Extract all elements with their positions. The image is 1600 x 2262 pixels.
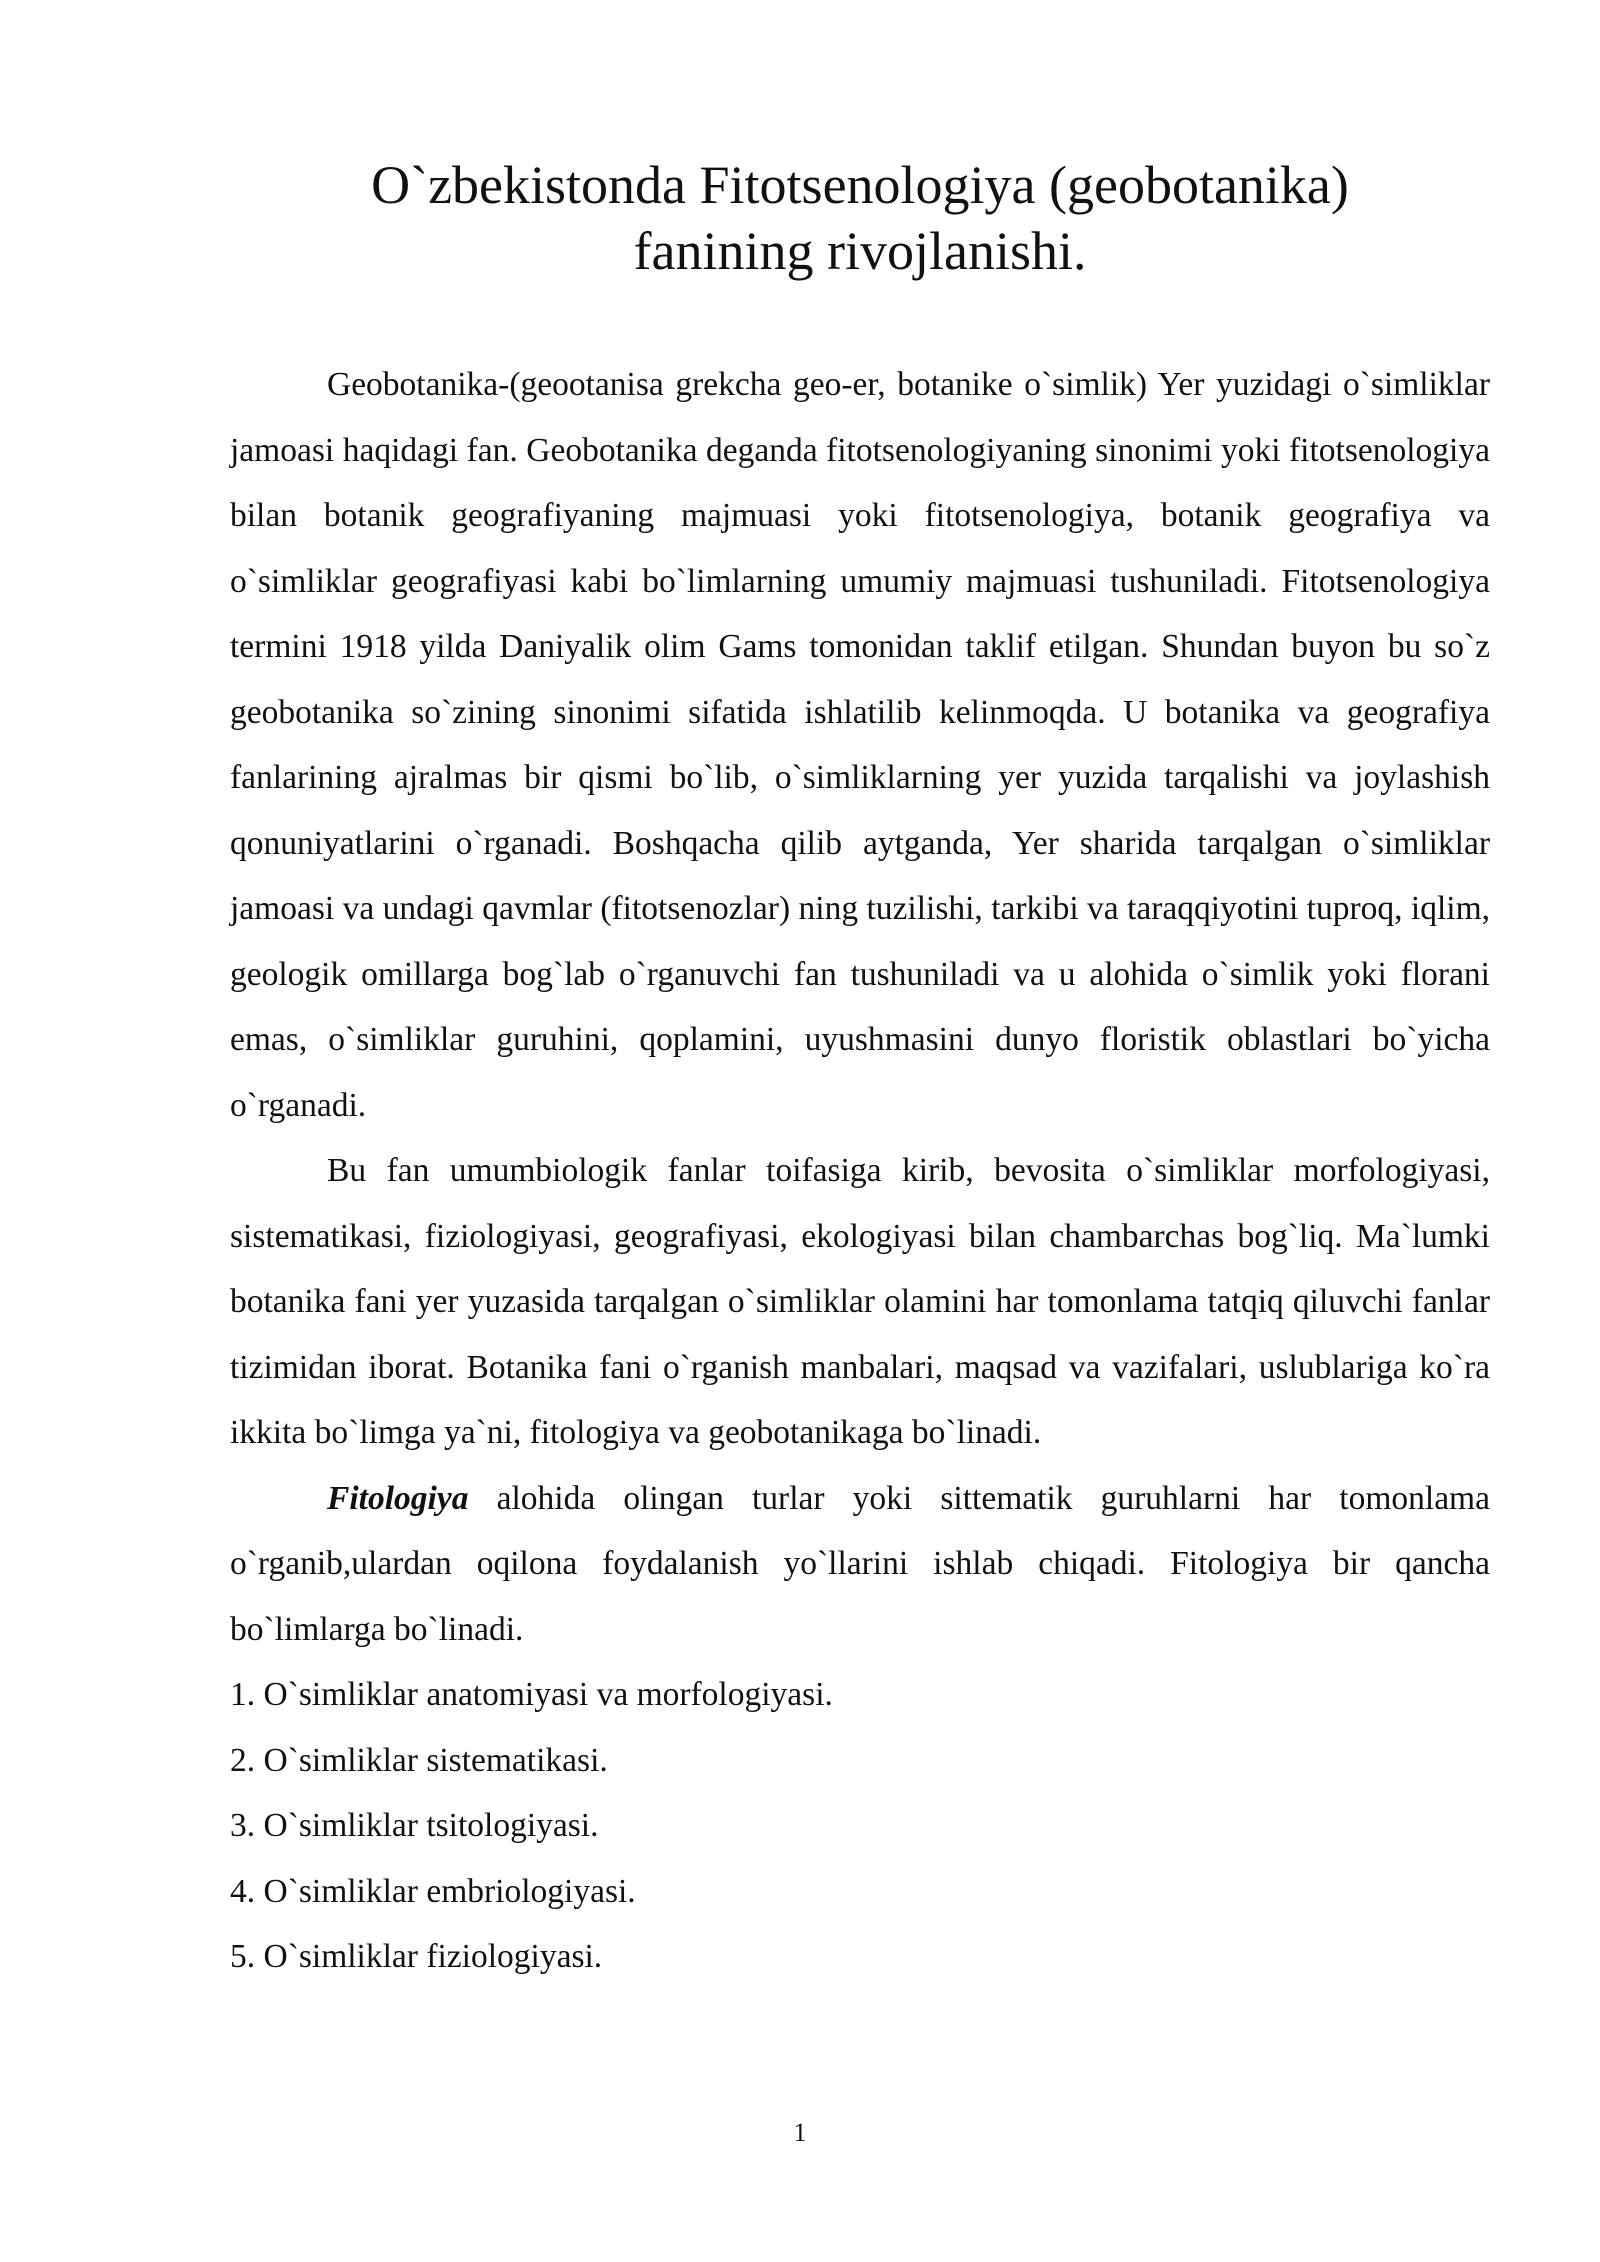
list-item: 3. O`simliklar tsitologiyasi. (230, 1807, 599, 1844)
page-number: 1 (793, 2118, 807, 2147)
paragraph-umumbiologik: Bu fan umumbiologik fanlar toifasiga kirib, bevosita o`simliklar morfologiyasi, sistematikasi, fiziologiyasi, geografiyasi, ekologiyasi bilan chambarchas bog`liq. Ma`lumki botanika fani yer yuzasida tarqalgan o`simliklar olamini har tomonlama tatqiq qiluvchi fanlar tizimidan iborat. Botanika fani o`rganish manbalari, maqsad va vazifalari, uslublariga ko`ra ikkita bo`limga ya`ni, fitologiya va geobotanikaga bo`linadi. (230, 1152, 1490, 1451)
list-item: 2. O`simliklar sistematikasi. (230, 1741, 608, 1779)
document-title (230, 152, 1490, 284)
list-item: 1. O`simliklar anatomiyasi va morfologiyasi. (230, 1676, 833, 1713)
term-fitologiya: Fitologiya (327, 1479, 469, 1517)
title-line-2: fanining rivojlanishi. (633, 221, 1087, 281)
numbered-list (230, 1662, 1490, 1990)
paragraph-geobotanika: Geobotanika-(geootanisa grekcha geo-er, botanike o`simlik) Yer yuzidagi o`simliklar jamoasi haqidagi fan. Geobotanika deganda fitotsenologiyaning sinonimi yoki fitotsenologiya bilan botanik geografiyaning majmuasi yoki fitotsenologiya, botanik geografiya va o`simliklar geografiyasi kabi bo`limlarning umumiy majmuasi tushuniladi. Fitotsenologiya termini 1918 yilda Daniyalik olim Gams tomonidan taklif etilgan. Shundan buyon bu so`z geobotanika so`zining sinonimi sifatida ishlatilib kelinmoqda. U botanika va geografiya fanlarining ajralmas bir qismi bo`lib, o`simliklarning yer yuzida tarqalishi va joylashish qonuniyatlarini o`rganadi. Boshqacha qilib aytganda, Yer sharida tarqalgan o`simliklar jamoasi va undagi qavmlar (fitotsenozlar) ning tuzilishi, tarkibi va taraqqiyotini tuproq, iqlim, geologik omillarga bog`lab o`rganuvchi fan tushuniladi va u alohida o`simlik yoki florani emas, o`simliklar guruhini, qoplamini, uyushmasini dunyo floristik oblastlari bo`yicha o`rganadi. (230, 366, 1490, 1124)
list-item: 4. O`simliklar embriologiyasi. (230, 1872, 636, 1910)
document-body (230, 352, 1490, 1990)
paragraph-fitologiya (230, 1466, 1490, 1663)
fitologiya-definition: alohida olingan turlar yoki sittematik guruhlarni har tomonlama o`rganib,ulardan oqilona foydalanish yo`llarini ishlab chiqadi. Fitologiya bir qancha bo`limlarga bo`linadi. (230, 1479, 1490, 1648)
list-item: 5. O`simliklar fiziologiyasi. (230, 1938, 603, 1975)
title-line-1: O`zbekistonda Fitotsenologiya (geobotanika) (371, 155, 1349, 215)
